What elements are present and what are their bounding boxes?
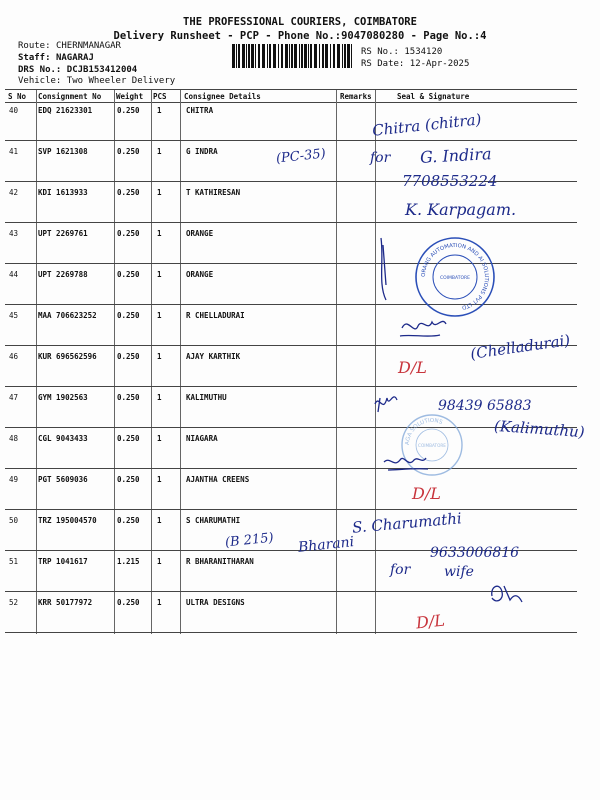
column-divider	[151, 90, 152, 634]
cell-consignment-no: GYM 1902563	[38, 393, 88, 402]
cell-pcs: 1	[157, 475, 162, 484]
barcode-bar	[232, 44, 235, 68]
barcode-bar	[347, 44, 350, 68]
signature-scribble-row47	[375, 397, 397, 412]
barcode-bar	[246, 44, 247, 68]
cell-pcs: 1	[157, 229, 162, 238]
handwritten-relation-row51: wife	[444, 564, 474, 580]
cell-pcs: 1	[157, 557, 162, 566]
cell-consignee: R BHARANITHARAN	[186, 557, 254, 566]
cell-sno: 52	[9, 598, 19, 607]
barcode-bar	[255, 44, 256, 68]
barcode-bar	[310, 44, 312, 68]
cell-consignment-no: EDQ 21623301	[38, 106, 93, 115]
barcode-bar	[314, 44, 317, 68]
table-row-rule	[5, 591, 577, 592]
barcode-bar	[236, 44, 237, 68]
barcode-bar	[242, 44, 245, 68]
cell-weight: 0.250	[117, 434, 140, 443]
cell-weight: 0.250	[117, 188, 140, 197]
col-header-consignment: Consignment No	[38, 92, 102, 101]
column-divider	[336, 90, 337, 634]
delivery-mark-row49: D/L	[412, 484, 441, 503]
table-row-rule	[5, 304, 577, 305]
cell-sno: 48	[9, 434, 19, 443]
cell-consignment-no: KRR 50177972	[38, 598, 93, 607]
cell-consignment-no: UPT 2269761	[38, 229, 88, 238]
handwritten-receiver-row40: Chitra (chitra)	[371, 110, 483, 140]
barcode-bar	[251, 44, 254, 68]
cell-pcs: 1	[157, 106, 162, 115]
cell-pcs: 1	[157, 516, 162, 525]
handwritten-name-row51: Bharani	[297, 534, 355, 556]
staff-line	[18, 53, 94, 63]
barcode-bar	[281, 44, 283, 68]
rs-no-label: RS No.:	[361, 47, 399, 57]
cell-consignee: G INDRA	[186, 147, 218, 156]
col-header-remarks: Remarks	[340, 92, 372, 101]
stamp-center-text: COIMBATORE	[440, 276, 470, 281]
barcode-bar	[330, 44, 331, 68]
handwritten-code-row41: (PC-35)	[275, 146, 327, 167]
cell-consignment-no: CGL 9043433	[38, 434, 88, 443]
barcode-bar	[333, 44, 335, 68]
barcode-bar	[238, 44, 240, 68]
barcode-bar	[319, 44, 320, 68]
cell-sno: 50	[9, 516, 19, 525]
cell-consignee: ORANGE	[186, 229, 214, 238]
barcode-bar	[299, 44, 300, 68]
barcode	[232, 44, 354, 68]
signature-scribble-row52	[492, 586, 522, 602]
handwritten-code-row51: (B 215)	[224, 530, 275, 551]
rs-date-line	[361, 59, 469, 69]
route-label: Route:	[18, 41, 51, 51]
column-divider	[114, 90, 115, 634]
handwritten-name-row41: G. Indira	[419, 144, 493, 167]
cell-pcs: 1	[157, 393, 162, 402]
barcode-bar	[258, 44, 260, 68]
signature-scribble-row45	[400, 321, 446, 336]
cell-pcs: 1	[157, 434, 162, 443]
barcode-bar	[285, 44, 288, 68]
cell-sno: 44	[9, 270, 19, 279]
runsheet-title: Delivery Runsheet - PCP - Phone No.:9047080280 - Page No.:4	[113, 30, 487, 42]
cell-sno: 46	[9, 352, 19, 361]
cell-consignee: KALIMUTHU	[186, 393, 227, 402]
barcode-bar	[289, 44, 290, 68]
delivery-mark-row52: D/L	[415, 610, 446, 633]
cell-consignment-no: TRZ 195004570	[38, 516, 97, 525]
table-row-rule	[5, 140, 577, 141]
staff-label: Staff:	[18, 53, 51, 63]
cell-consignee: NIAGARA	[186, 434, 218, 443]
company-title: THE PROFESSIONAL COURIERS, COIMBATORE	[183, 16, 417, 28]
cell-sno: 45	[9, 311, 19, 320]
col-header-weight: Weight	[116, 92, 144, 101]
table-row-rule	[5, 468, 577, 469]
faded-seal-stamp	[402, 415, 462, 475]
cell-weight: 0.250	[117, 311, 140, 320]
cell-consignment-no: PGT 5609036	[38, 475, 88, 484]
barcode-bar	[342, 44, 343, 68]
col-header-sno: S No	[8, 92, 27, 101]
vehicle-line	[18, 76, 175, 86]
cell-consignee: R CHELLADURAI	[186, 311, 245, 320]
barcode-bar	[248, 44, 250, 68]
barcode-bar	[325, 44, 328, 68]
barcode-bar	[304, 44, 307, 68]
vehicle-value: Two Wheeler Delivery	[66, 76, 176, 86]
delivery-mark-row46: D/L	[398, 358, 427, 377]
cell-sno: 51	[9, 557, 19, 566]
barcode-bar	[267, 44, 268, 68]
barcode-bar	[269, 44, 271, 68]
cell-pcs: 1	[157, 598, 162, 607]
cell-weight: 0.250	[117, 598, 140, 607]
drs-label: DRS No.:	[18, 65, 62, 75]
signature-scribble-row43	[381, 238, 386, 300]
drs-value: DCJB153412004	[66, 65, 138, 75]
col-header-pcs: PCS	[153, 92, 167, 101]
barcode-bar	[262, 44, 265, 68]
handwritten-name-row45: (Chelladurai)	[469, 331, 572, 363]
cell-weight: 0.250	[117, 352, 140, 361]
rs-date-label: RS Date:	[361, 59, 405, 69]
vehicle-label: Vehicle:	[18, 76, 62, 86]
rs-date-value: 12-Apr-2025	[409, 59, 470, 69]
handwritten-phone-row51: 9633006816	[430, 545, 520, 561]
stamp-ring-text: ORANG AUTOMATION AND AI SOLUTIONS PVT LTD	[420, 242, 490, 311]
cell-weight: 0.250	[117, 475, 140, 484]
cell-pcs: 1	[157, 270, 162, 279]
cell-sno: 47	[9, 393, 19, 402]
barcode-bar	[337, 44, 340, 68]
barcode-bar	[308, 44, 309, 68]
cell-sno: 40	[9, 106, 19, 115]
rs-no-line	[361, 47, 442, 57]
cell-weight: 0.250	[117, 106, 140, 115]
cell-sno: 42	[9, 188, 19, 197]
cell-sno: 41	[9, 147, 19, 156]
handwritten-phone-row47: 98439 65883	[438, 398, 532, 414]
cell-consignee: ORANGE	[186, 270, 214, 279]
stamp-center-text: COIMBATORE	[418, 443, 446, 448]
route-value: CHERNMANAGAR	[55, 41, 121, 51]
col-header-seal-signature: Seal & Signature	[397, 92, 470, 101]
table-row-rule	[5, 427, 577, 428]
cell-weight: 0.250	[117, 229, 140, 238]
route-line	[18, 41, 121, 51]
cell-consignee: ULTRA DESIGNS	[186, 598, 245, 607]
table-row-rule	[5, 509, 577, 510]
handwritten-for-row41: for	[370, 150, 391, 166]
barcode-bar	[294, 44, 297, 68]
barcode-bar	[351, 44, 352, 68]
cell-pcs: 1	[157, 352, 162, 361]
cell-consignment-no: SVP 1621308	[38, 147, 88, 156]
handwritten-for-row51: for	[390, 562, 411, 578]
cell-sno: 49	[9, 475, 19, 484]
barcode-bar	[301, 44, 303, 68]
cell-consignee: AJAY KARTHIK	[186, 352, 241, 361]
table-row-rule	[5, 386, 577, 387]
stamp-ring-text: AGA SOLUTIONS	[404, 417, 444, 446]
col-header-consignee: Consignee Details	[184, 92, 261, 101]
cell-sno: 43	[9, 229, 19, 238]
table-row-rule	[5, 222, 577, 223]
cell-weight: 0.250	[117, 516, 140, 525]
barcode-bar	[273, 44, 276, 68]
barcode-bar	[278, 44, 279, 68]
cell-consignment-no: KUR 696562596	[38, 352, 97, 361]
cell-weight: 1.215	[117, 557, 140, 566]
cell-consignee: S CHARUMATHI	[186, 516, 241, 525]
column-divider	[180, 90, 181, 634]
rs-no-value: 1534120	[404, 47, 443, 57]
cell-consignment-no: TRP 1041617	[38, 557, 88, 566]
staff-value: NAGARAJ	[55, 53, 94, 63]
barcode-bar	[344, 44, 346, 68]
cell-pcs: 1	[157, 311, 162, 320]
cell-pcs: 1	[157, 147, 162, 156]
barcode-bar	[291, 44, 293, 68]
table-header-rule	[5, 102, 577, 103]
table-row-rule	[5, 632, 577, 633]
cell-weight: 0.250	[117, 270, 140, 279]
drs-line	[18, 65, 137, 75]
cell-consignee: CHITRA	[186, 106, 214, 115]
handwritten-name-row50: S. Charumathi	[351, 509, 463, 537]
table-top-rule	[5, 89, 577, 90]
cell-consignment-no: UPT 2269788	[38, 270, 88, 279]
table-row-rule	[5, 263, 577, 264]
handwritten-name-row42: K. Karpagam.	[405, 200, 517, 219]
column-divider	[375, 90, 376, 634]
cell-pcs: 1	[157, 188, 162, 197]
handwritten-name-row47: (Kalimuthu)	[493, 416, 586, 442]
cell-weight: 0.250	[117, 393, 140, 402]
cell-consignment-no: KDI 1613933	[38, 188, 88, 197]
handwritten-phone-row41: 7708553224	[402, 172, 498, 190]
cell-consignee: AJANTHA CREENS	[186, 475, 250, 484]
cell-weight: 0.250	[117, 147, 140, 156]
cell-consignee: T KATHIRESAN	[186, 188, 241, 197]
column-divider	[36, 90, 37, 634]
cell-consignment-no: MAA 706623252	[38, 311, 97, 320]
barcode-bar	[322, 44, 324, 68]
